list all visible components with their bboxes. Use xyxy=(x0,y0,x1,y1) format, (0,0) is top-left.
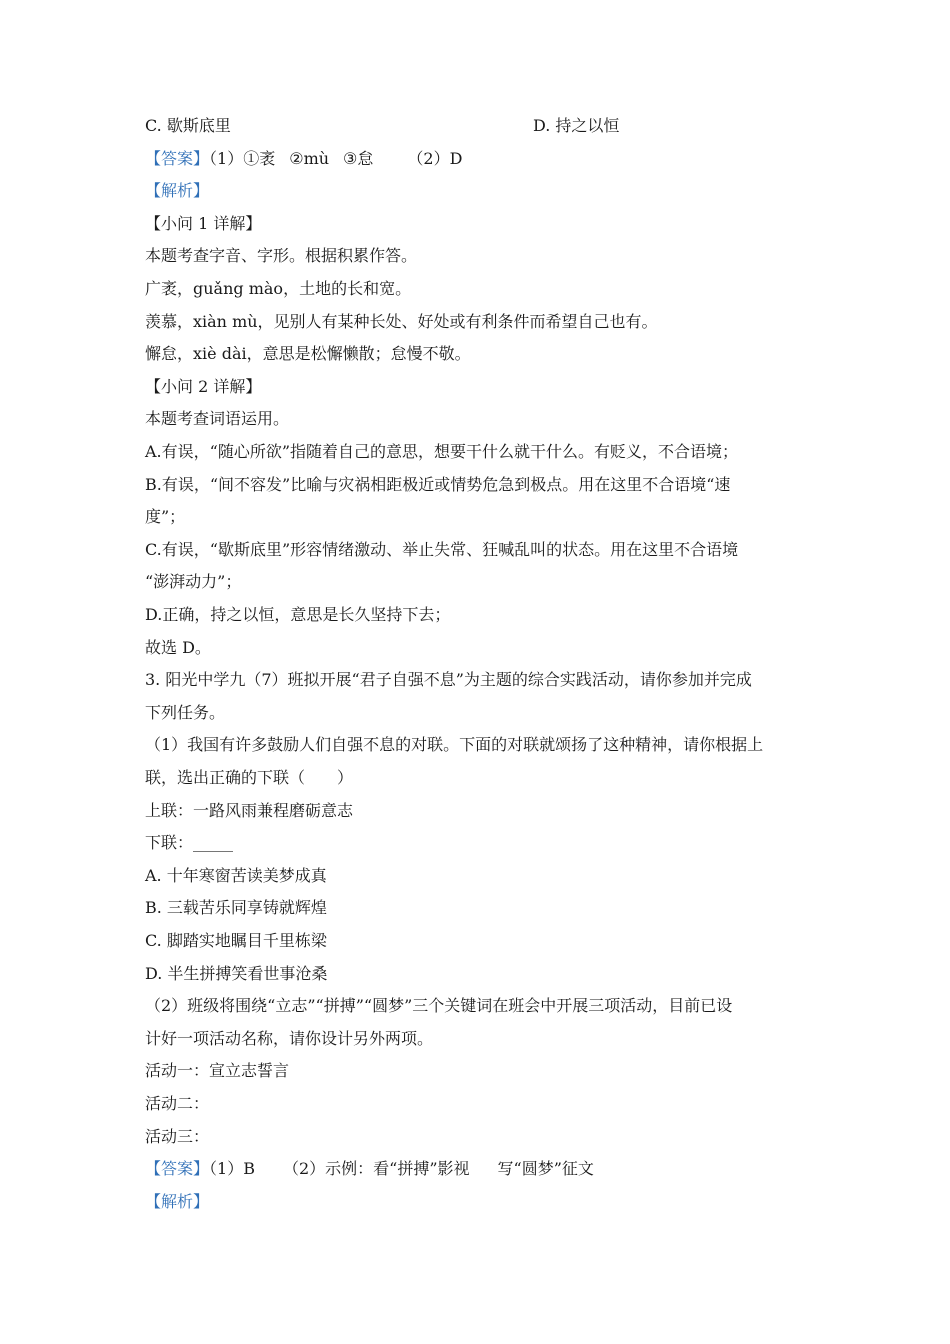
activity-1: 活动一：宣立志誓言 xyxy=(145,1061,290,1080)
q3-answer xyxy=(145,1158,815,1180)
answer-item-3: ③怠 xyxy=(343,149,374,168)
sub2-line: 故选 D。 xyxy=(145,638,211,657)
answer-item-2: ②mù xyxy=(289,149,330,168)
sub1-line: 懈怠，xiè dài，意思是松懈懒散；怠慢不敬。 xyxy=(145,344,471,363)
lower-couplet: 下联：_____ xyxy=(145,833,234,852)
answer-part1-prefix: （1） xyxy=(209,149,244,168)
sub1-line: 羡慕，xiàn mù，见别人有某种长处、好处或有利条件而希望自己也有。 xyxy=(145,312,658,331)
activity-3: 活动三： xyxy=(145,1127,210,1146)
sub2-line: D.正确，持之以恒，意思是长久坚持下去； xyxy=(145,605,451,624)
option-c: C. 歇斯底里 xyxy=(145,116,231,135)
sub2-line: “澎湃动力”； xyxy=(145,572,242,591)
q3-option-a: A. 十年寒窗苦读美梦成真 xyxy=(145,866,327,885)
activity-2: 活动二： xyxy=(145,1094,210,1113)
sub2-line: C.有误，“歇斯底里”形容情绪激动、举止失常、狂喊乱叫的状态。用在这里不合语境 xyxy=(145,540,739,559)
q3-option-b: B. 三载苦乐同享铸就辉煌 xyxy=(145,898,327,917)
q3-stem: 3. 阳光中学九（7）班拟开展“君子自强不息”为主题的综合实践活动，请你参加并完成 xyxy=(145,670,752,689)
answer-part1: （1）B xyxy=(209,1159,255,1178)
sub2-line: 度”； xyxy=(145,507,186,526)
answer-part2: （2）示例：看“拼搏”影视 xyxy=(282,1159,470,1178)
q3-sub2: 计好一项活动名称，请你设计另外两项。 xyxy=(145,1029,434,1048)
sub2-title: 【小问 2 详解】 xyxy=(145,377,262,396)
sub2-line: 本题考查词语运用。 xyxy=(145,409,290,428)
answer-tag: 【答案】 xyxy=(145,149,210,168)
sub2-line: A.有误，“随心所欲”指随着自己的意思，想要干什么就干什么。有贬义，不合语境； xyxy=(145,442,739,461)
sub1-line: 本题考查字音、字形。根据积累作答。 xyxy=(145,246,418,265)
q3-analysis-tag: 【解析】 xyxy=(145,1192,210,1211)
upper-couplet: 上联：一路风雨兼程磨砺意志 xyxy=(145,801,354,820)
q3-stem: 下列任务。 xyxy=(145,703,226,722)
q3-option-c: C. 脚踏实地瞩目千里栋梁 xyxy=(145,931,327,950)
option-d: D. 持之以恒 xyxy=(533,116,620,135)
answer-part2b: 写“圆梦”征文 xyxy=(497,1159,594,1178)
q3-option-d: D. 半生拼搏笑看世事沧桑 xyxy=(145,964,328,983)
answer-item-1: ①袤 xyxy=(243,149,276,168)
analysis-tag: 【解析】 xyxy=(145,181,210,200)
q2-answer xyxy=(145,148,815,170)
sub1-line: 广袤，guǎng mào，土地的长和宽。 xyxy=(145,279,412,298)
q3-sub1: （1）我国有许多鼓励人们自强不息的对联。下面的对联就颂扬了这种精神，请你根据上 xyxy=(145,735,764,754)
options-row xyxy=(145,115,815,137)
sub2-line: B.有误，“间不容发”比喻与灾祸相距极近或情势危急到极点。用在这里不合语境“速 xyxy=(145,475,731,494)
answer-tag: 【答案】 xyxy=(145,1159,210,1178)
sub1-title: 【小问 1 详解】 xyxy=(145,214,262,233)
q3-sub1: 联，选出正确的下联（ ） xyxy=(145,768,354,787)
q3-sub2: （2）班级将围绕“立志”“拼搏”“圆梦”三个关键词在班会中开展三项活动，目前已设 xyxy=(145,996,733,1015)
answer-part2: （2）D xyxy=(407,149,463,168)
